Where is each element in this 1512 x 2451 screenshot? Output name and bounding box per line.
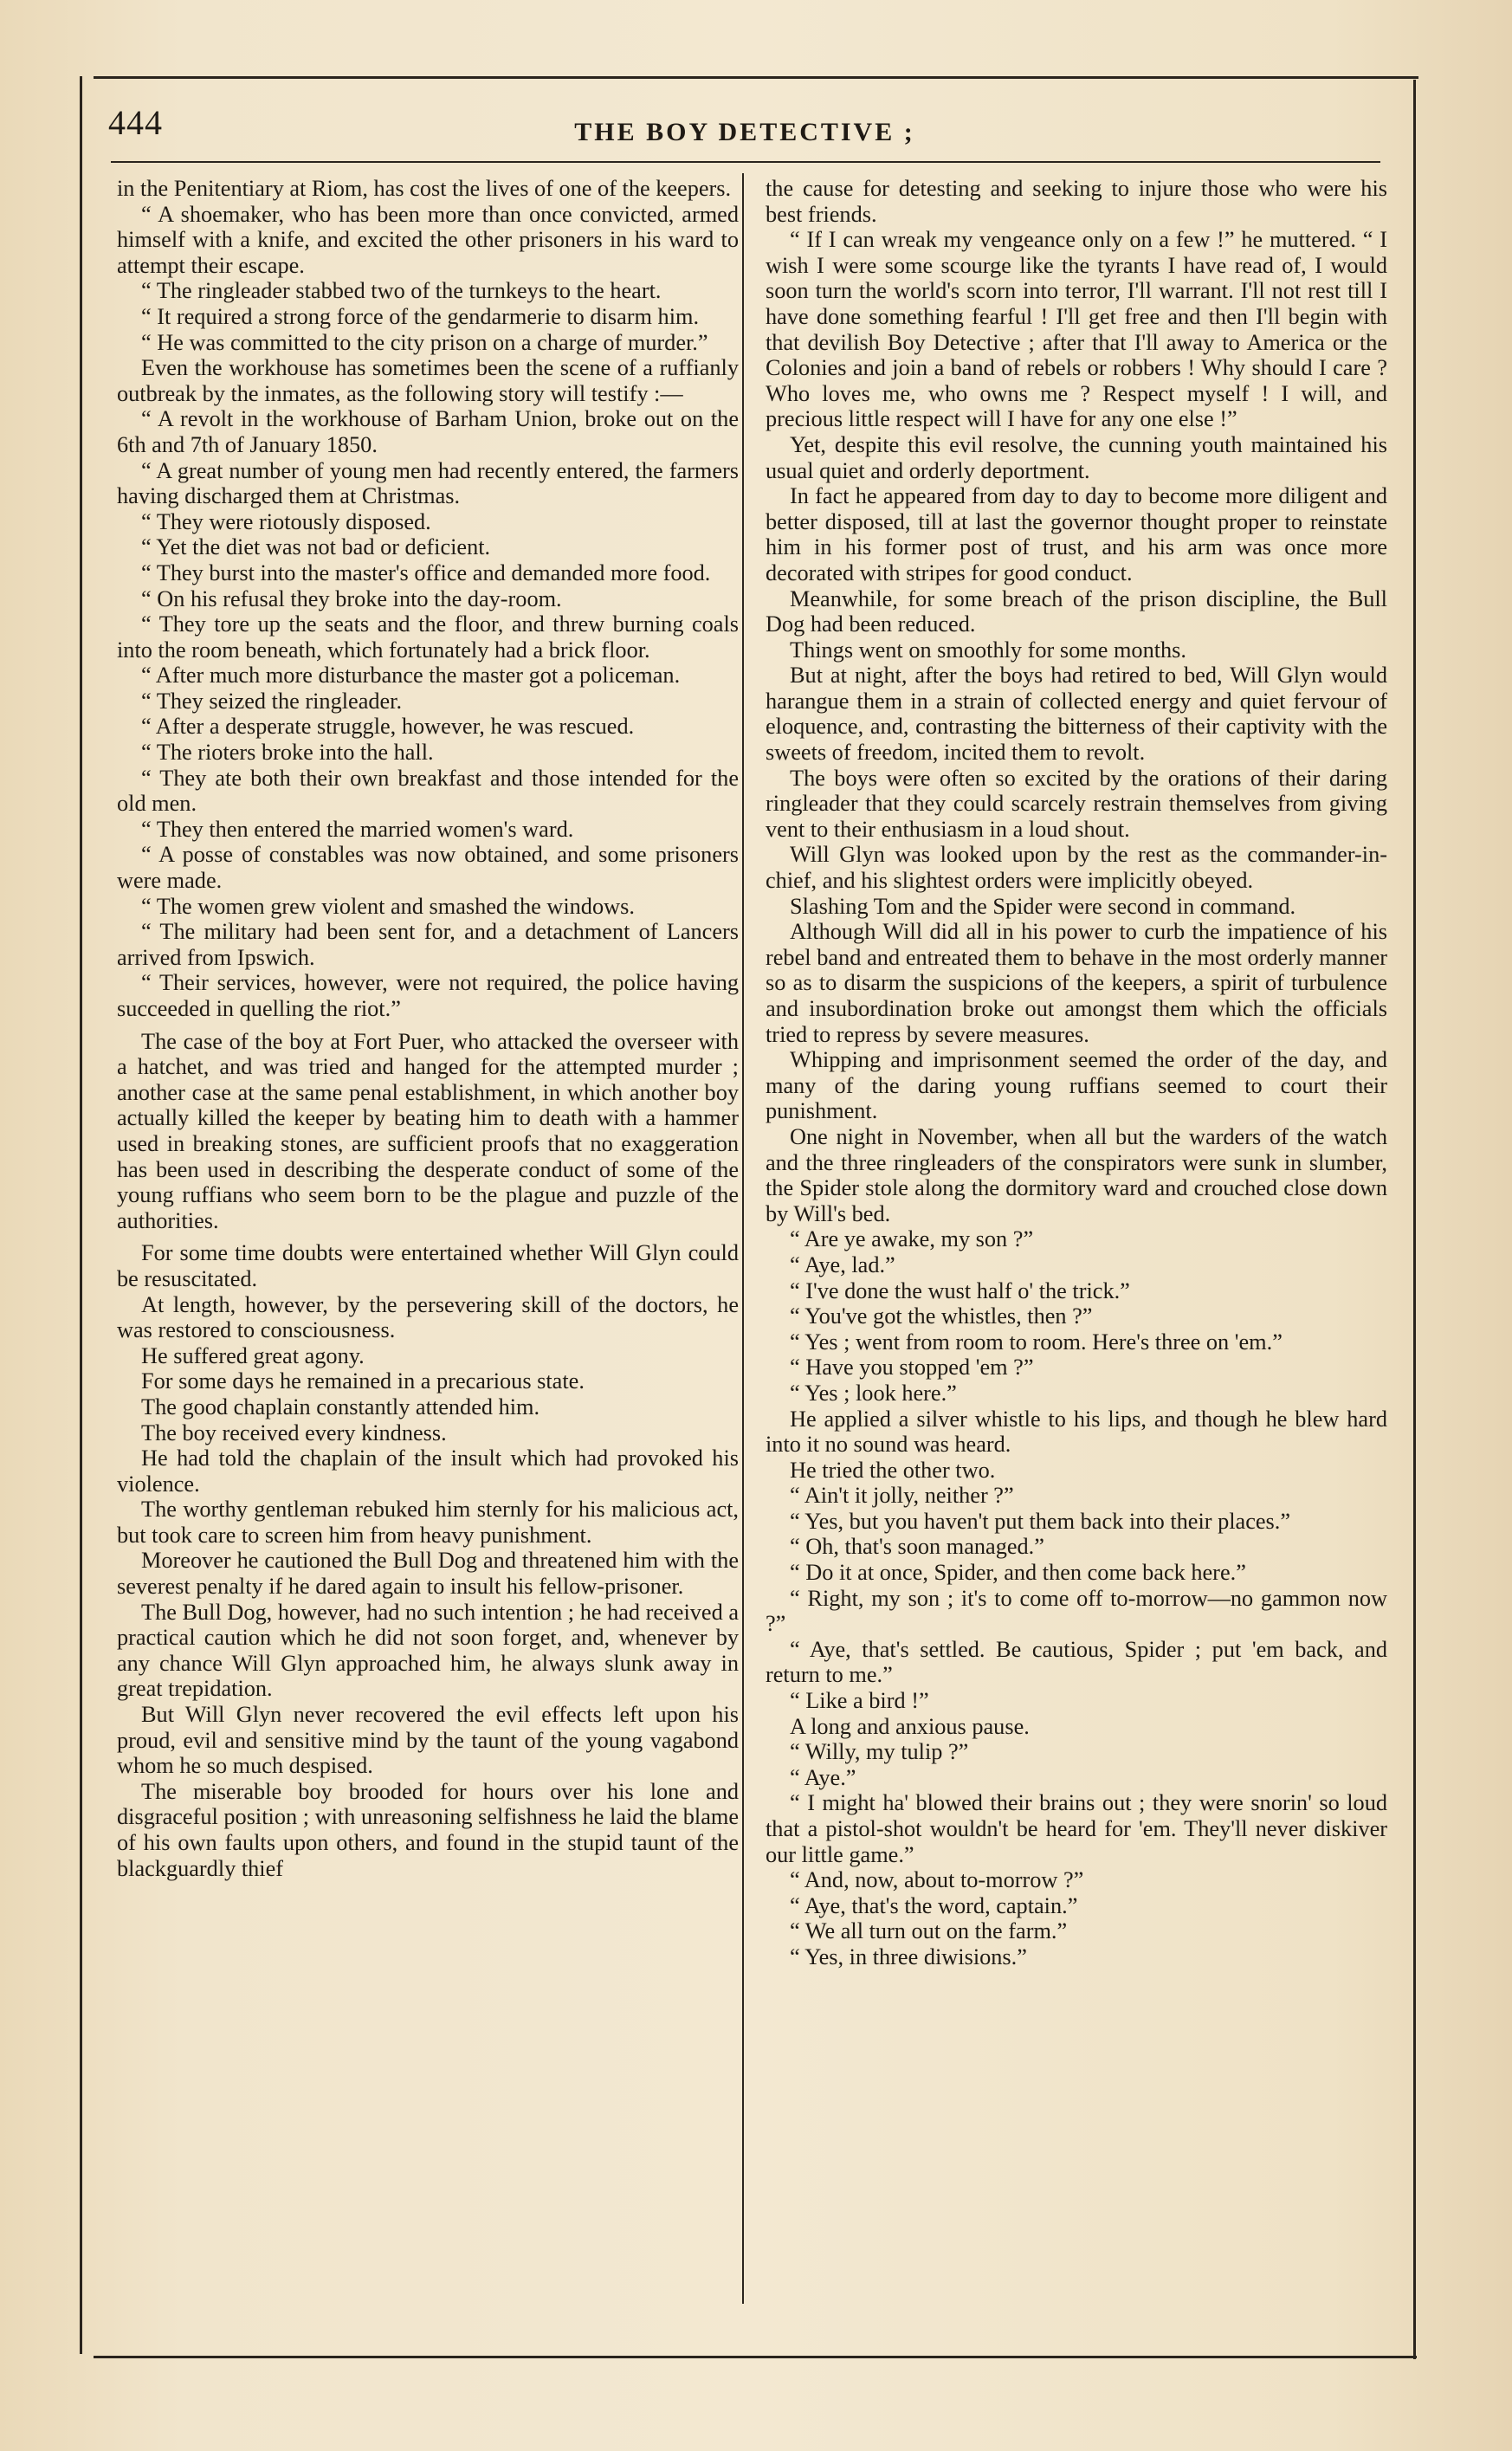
frame-bottom-rule xyxy=(94,2356,1417,2358)
paragraph: “ Like a bird !” xyxy=(790,1688,929,1714)
paragraph: He suffered great agony. xyxy=(141,1342,365,1368)
paragraph: He had told the chaplain of the insult which had provoked his violence. xyxy=(117,1445,739,1497)
paragraph: “ He was committed to the city prison on a charge of murder.” xyxy=(141,329,708,355)
paragraph: The miserable boy brooded for hours over his lone and disgraceful position ; with unreasoning selfishness he laid the blame of his own faults upon others, and found in the stupid taunt of the blackguardly thief xyxy=(117,1778,739,1881)
paragraph: “ They ate both their own breakfast and those intended for the old men. xyxy=(117,765,739,817)
paragraph: “ Oh, that's soon managed.” xyxy=(790,1534,1044,1560)
paragraph: Moreover he cautioned the Bull Dog and threatened him with the severest penalty if he dared again to insult his fellow-prisoner. xyxy=(117,1548,739,1600)
paragraph: “ Ain't it jolly, neither ?” xyxy=(790,1483,1014,1509)
paragraph: “ It required a strong force of the gendarmerie to disarm him. xyxy=(141,303,700,329)
paragraph: “ I've done the wust half o' the trick.” xyxy=(790,1277,1130,1303)
paragraph: Even the workhouse has sometimes been the scene of a ruffianly outbreak by the inmates, as the following story will testify :— xyxy=(117,355,739,406)
paragraph: Meanwhile, for some breach of the prison discipline, the Bull Dog had been reduced. xyxy=(766,585,1387,637)
paragraph: “ On his refusal they broke into the day-room. xyxy=(141,585,562,611)
right-column xyxy=(766,176,1387,1970)
paragraph: Things went on smoothly for some months. xyxy=(790,637,1186,663)
page-number: 444 xyxy=(108,103,163,142)
header-rule xyxy=(111,161,1380,163)
paragraph: In fact he appeared from day to day to become more diligent and better disposed, till at last the governor thought proper to reinstate him in his former post of trust, and his arm was once more decorated with stripes for good conduct. xyxy=(766,483,1387,585)
paragraph: “ I might ha' blowed their brains out ; they were snorin' so loud that a pistol-shot wouldn't be heard for 'em. They'll never diskiver our little game.” xyxy=(766,1790,1387,1867)
paragraph: “ After much more disturbance the master got a policeman. xyxy=(141,663,681,689)
frame-right-rule xyxy=(1413,80,1416,2359)
paragraph: “ Aye, that's the word, captain.” xyxy=(790,1892,1078,1918)
paragraph: “ They tore up the seats and the floor, and threw burning coals into the room beneath, which fortunately had a brick floor. xyxy=(117,611,739,663)
paragraph: “ Aye.” xyxy=(790,1764,856,1790)
paragraph: “ If I can wreak my vengeance only on a few !” he muttered. “ I wish I were some scourge like the tyrants I have read of, I would soon turn the world's scorn into terror, I'll warrant. I'll not rest till I have done something fearful ! I'll get free and then I'll begin with that devilish Boy Detective ; after that I'll away to America or the Colonies and join a band of rebels or robbers ! Why should I care ? Who loves me, who owns me ? Respect myself ! I will, and precious little respect will I have for any one else !” xyxy=(766,227,1387,432)
paragraph: “ The ringleader stabbed two of the turnkeys to the heart. xyxy=(141,278,662,304)
paragraph: The good chaplain constantly attended him. xyxy=(141,1394,540,1420)
paragraph: “ They were riotously disposed. xyxy=(141,508,431,534)
paragraph: “ Yes ; went from room to room. Here's three on 'em.” xyxy=(790,1329,1283,1355)
paragraph: A long and anxious pause. xyxy=(790,1713,1030,1739)
paragraph: “ A shoemaker, who has been more than once convicted, armed himself with a knife, and excited the other prisoners in his ward to attempt their escape. xyxy=(117,201,739,278)
paragraph: For some days he remained in a precarious state. xyxy=(141,1368,585,1394)
paragraph: Slashing Tom and the Spider were second in command. xyxy=(790,893,1296,919)
paragraph: Yet, despite this evil resolve, the cunning youth maintained his usual quiet and orderly deportment. xyxy=(766,431,1387,483)
paragraph: “ Aye, lad.” xyxy=(790,1251,895,1277)
paragraph: Although Will did all in his power to curb the impatience of his rebel band and entreated them to behave in the most orderly manner so as to disarm the suspicions of the keepers, a spirit of turbulence and insubordination broke out amongst them which the officials tried to repress by severe measures. xyxy=(766,919,1387,1047)
paragraph: “ The rioters broke into the hall. xyxy=(141,740,434,766)
paragraph: “ They then entered the married women's ward. xyxy=(141,816,574,842)
paragraph: The worthy gentleman rebuked him sternly for his malicious act, but took care to screen him from heavy punishment. xyxy=(117,1497,739,1548)
paragraph: “ The military had been sent for, and a detachment of Lancers arrived from Ipswich. xyxy=(117,919,739,970)
paragraph: in the Penitentiary at Riom, has cost the lives of one of the keepers. xyxy=(117,176,732,201)
paragraph: “ A posse of constables was now obtained, and some prisoners were made. xyxy=(117,842,739,894)
frame-left-rule xyxy=(80,76,82,2354)
paragraph: “ After a desperate struggle, however, he was rescued. xyxy=(141,714,635,740)
running-title: THE BOY DETECTIVE ; xyxy=(574,118,915,146)
left-column xyxy=(117,176,739,1881)
paragraph: He applied a silver whistle to his lips, and though he blew hard into it no sound was heard. xyxy=(766,1406,1387,1458)
frame-top-rule xyxy=(94,76,1418,79)
paragraph: “ Their services, however, were not required, the police having succeeded in quelling the riot.” xyxy=(117,970,739,1021)
paragraph: The case of the boy at Fort Puer, who attacked the overseer with a hatchet, and was tried and hanged for the attempted murder ; another case at the same penal establishment, in which another boy actually killed the keeper by beating him to death with a hammer used in breaking stones, are sufficient proofs that no exaggeration has been used in describing the desperate conduct of some of the young ruffians who seem born to be the plague and puzzle of the authorities. xyxy=(117,1028,739,1233)
paragraph: “ Do it at once, Spider, and then come back here.” xyxy=(790,1560,1246,1586)
paragraph: The boy received every kindness. xyxy=(141,1420,447,1445)
paragraph: “ They seized the ringleader. xyxy=(141,688,403,714)
paragraph: “ Aye, that's settled. Be cautious, Spider ; put 'em back, and return to me.” xyxy=(766,1636,1387,1688)
paragraph: But at night, after the boys had retired to bed, Will Glyn would harangue them in a strain of collected energy and quiet fervour of eloquence, and, contrasting the bitterness of their captivity with the sweets of freedom, incited them to revolt. xyxy=(766,663,1387,766)
paragraph: He tried the other two. xyxy=(790,1457,996,1483)
paragraph: “ And, now, about to-morrow ?” xyxy=(790,1867,1084,1893)
page-header xyxy=(108,102,1381,154)
paragraph: One night in November, when all but the warders of the watch and the three ringleaders of the conspirators were sunk in slumber, the Spider stole along the dormitory ward and crouched close down by Will's bed. xyxy=(766,1123,1387,1226)
paragraph: “ The women grew violent and smashed the windows. xyxy=(141,893,635,919)
paragraph: Will Glyn was looked upon by the rest as the commander-in-chief, and his slightest orders were implicitly obeyed. xyxy=(766,842,1387,894)
paragraph: “ Yes, but you haven't put them back into their places.” xyxy=(790,1508,1291,1534)
paragraph: “ Yet the diet was not bad or deficient. xyxy=(141,534,491,560)
column-divider xyxy=(742,173,744,2304)
paragraph: “ Willy, my tulip ?” xyxy=(790,1739,969,1765)
paragraph: “ They burst into the master's office and demanded more food. xyxy=(141,559,711,585)
paragraph: The boys were often so excited by the orations of their daring ringleader that they could scarcely restrain themselves from giving vent to their enthusiasm in a loud shout. xyxy=(766,765,1387,842)
paragraph: For some time doubts were entertained whether Will Glyn could be resuscitated. xyxy=(117,1240,739,1291)
paragraph: “ Yes ; look here.” xyxy=(790,1380,957,1406)
paragraph: Whipping and imprisonment seemed the order of the day, and many of the daring young ruffians seemed to court their punishment. xyxy=(766,1047,1387,1124)
paragraph: “ Right, my son ; it's to come off to-morrow—no gammon now ?” xyxy=(766,1585,1387,1637)
paragraph: “ We all turn out on the farm.” xyxy=(790,1918,1068,1944)
paragraph: “ A great number of young men had recently entered, the farmers having discharged them at Christmas. xyxy=(117,457,739,509)
paragraph: “ You've got the whistles, then ?” xyxy=(790,1303,1093,1329)
paragraph: But Will Glyn never recovered the evil effects left upon his proud, evil and sensitive mind by the taunt of the young vagabond whom he so much despised. xyxy=(117,1702,739,1779)
paragraph: “ Are ye awake, my son ?” xyxy=(790,1226,1034,1252)
paragraph: The Bull Dog, however, had no such intention ; he had received a practical caution which he did not soon forget, and, whenever by any chance Will Glyn approached him, he always slunk away in great trepidation. xyxy=(117,1599,739,1702)
paragraph: “ Yes, in three diwisions.” xyxy=(790,1943,1027,1969)
paragraph: “ Have you stopped 'em ?” xyxy=(790,1355,1034,1381)
paragraph: At length, however, by the persevering skill of the doctors, he was restored to consciousness. xyxy=(117,1291,739,1343)
paragraph: “ A revolt in the workhouse of Barham Union, broke out on the 6th and 7th of January 1850. xyxy=(117,406,739,457)
paragraph: the cause for detesting and seeking to injure those who were his best friends. xyxy=(766,176,1387,227)
